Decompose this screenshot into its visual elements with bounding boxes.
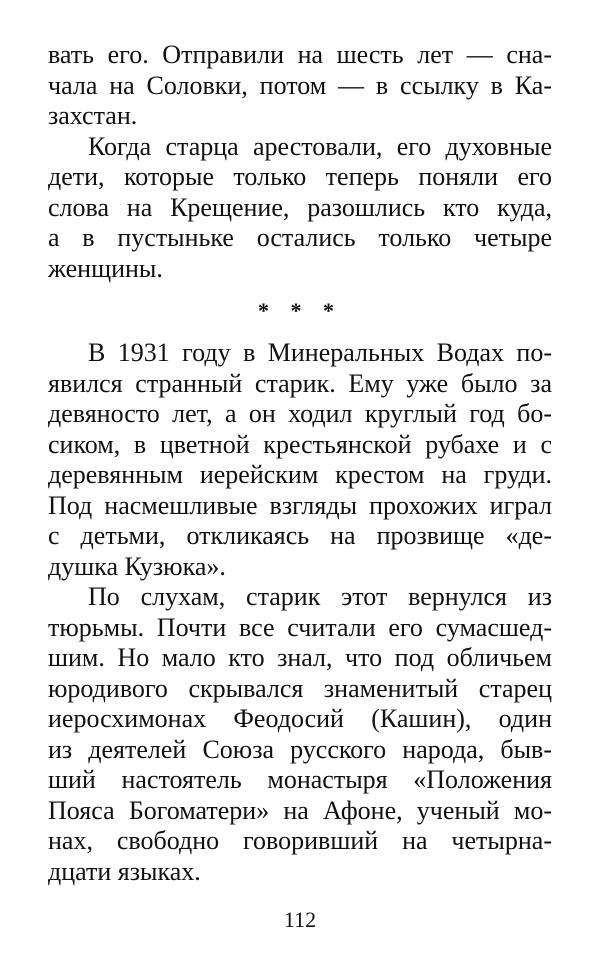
text-line: В 1931 году в Минеральных Водах по- xyxy=(88,338,552,367)
text-line: деревянным иерейским крестом на груди. xyxy=(48,460,552,489)
text-line: Когда старца арестовали, его духовные xyxy=(88,131,552,161)
page-number: 112 xyxy=(283,907,317,932)
page-body xyxy=(48,40,552,887)
paragraph xyxy=(48,40,552,132)
text-line: ший настоятель монастыря «Положения xyxy=(48,765,552,794)
text-line: Пояса Богоматери» на Афоне, ученый мо- xyxy=(48,795,552,825)
text-line: сиком, в цветной крестьянской рубахе и с xyxy=(48,429,552,459)
paragraph xyxy=(48,582,552,887)
text-line: слова на Крещение, разошлись кто куда, xyxy=(48,192,552,222)
text-line: явился странный старик. Ему уже было за xyxy=(48,368,552,398)
text-line: юродивого скрывался знаменитый старец xyxy=(48,673,552,703)
text-line: нах, свободно говоривший на четырна- xyxy=(48,826,552,855)
text-line: иеросхимонах Феодосий (Кашин), один xyxy=(48,704,552,733)
text-line: душка Кузюка». xyxy=(48,551,226,581)
paragraph xyxy=(48,338,552,582)
text-line: девяносто лет, а он ходил круглый год бо- xyxy=(48,399,552,428)
text-line: с детьми, откликаясь на прозвище «де- xyxy=(48,521,552,550)
text-line: дцати языках. xyxy=(48,856,201,886)
text-line: По слухам, старик этот вернулся из xyxy=(88,582,552,611)
text-line: чала на Соловки, потом — в ссылку в Ка- xyxy=(48,70,552,100)
text-line: Под насмешливые взгляды прохожих играл xyxy=(48,490,552,520)
text-line: дети, которые только теперь поняли его xyxy=(48,162,552,191)
paragraph xyxy=(48,132,552,285)
text-line: вать его. Отправили на шесть лет — сна- xyxy=(48,40,552,69)
section-separator: * * * xyxy=(258,298,342,323)
text-line: женщины. xyxy=(48,253,163,283)
text-line: а в пустыньке остались только четыре xyxy=(48,223,552,252)
text-line: тюрьмы. Почти все считали его сумасшед- xyxy=(48,612,552,642)
text-line: шим. Но мало кто знал, что под обличьем xyxy=(48,643,552,672)
text-line: из деятелей Союза русского народа, быв- xyxy=(48,734,552,764)
text-line: захстан. xyxy=(48,101,138,130)
